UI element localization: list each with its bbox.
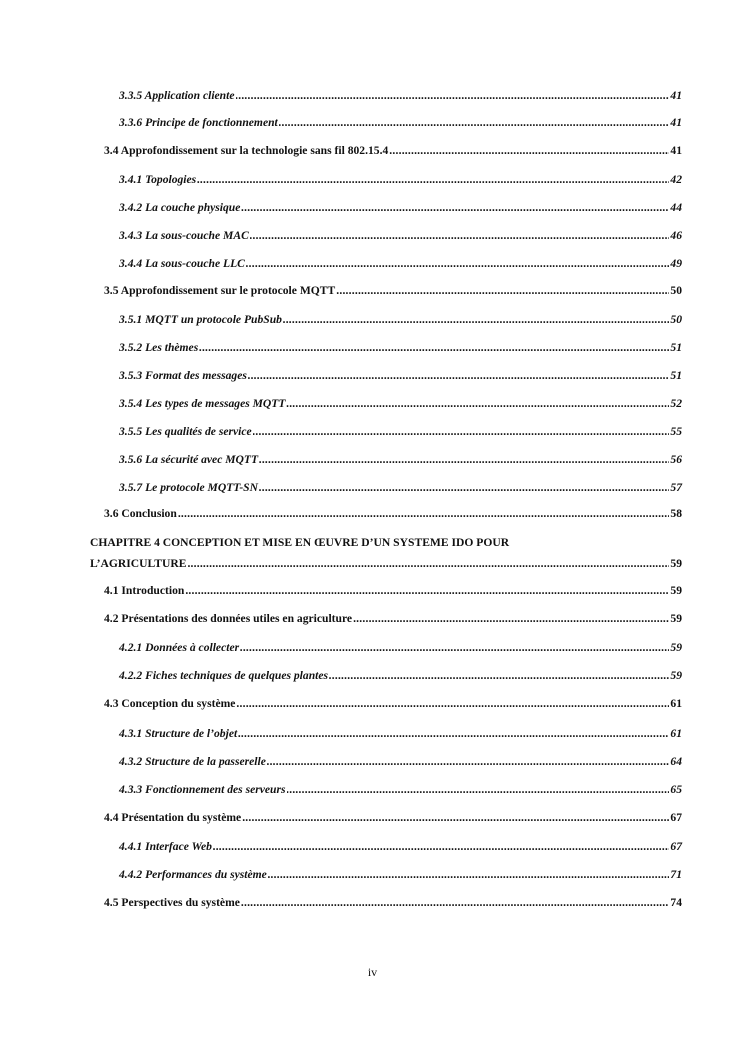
toc-entry-title: 3.3.5 Application cliente [119,89,235,102]
dot-leader [279,115,670,131]
toc-entry-page-number: 41 [670,116,682,129]
toc-subsection-entry[interactable] [119,726,682,742]
toc-entry-title: 3.4.3 La sous-couche MAC [119,229,249,242]
toc-entry-page-number: 50 [670,313,682,326]
toc-subsection-entry[interactable] [119,115,682,131]
toc-entry-page-number: 59 [670,612,682,625]
toc-subsection-entry[interactable] [119,396,682,412]
toc-subsection-entry[interactable] [119,668,682,684]
toc-entry-title: 3.4.4 La sous-couche LLC [119,257,245,270]
toc-entry-page-number: 42 [670,173,682,186]
toc-entry-page-number: 59 [670,584,682,597]
dot-leader [178,506,670,522]
toc-subsection-entry[interactable] [119,424,682,440]
toc-entry-page-number: 50 [670,284,682,297]
toc-section-entry[interactable] [104,895,682,911]
toc-subsection-entry[interactable] [119,754,682,770]
dot-leader [268,867,670,883]
toc-subsection-entry[interactable] [119,256,682,272]
dot-leader [197,172,669,188]
toc-subsection-entry[interactable] [119,452,682,468]
dot-leader [246,256,669,272]
toc-subsection-entry[interactable] [119,640,682,656]
dot-leader [286,396,669,412]
toc-entry-title: 4.5 Perspectives du système [104,896,240,909]
toc-entry-title: 3.5.1 MQTT un protocole PubSub [119,313,282,326]
toc-entry-page-number: 67 [670,811,682,824]
toc-entry-page-number: 55 [670,425,682,438]
dot-leader [241,200,669,216]
toc-entry-page-number: 59 [670,641,682,654]
toc-section-entry[interactable] [104,583,682,599]
toc-subsection-entry[interactable] [119,200,682,216]
toc-entry-page-number: 58 [670,507,682,520]
toc-entry-title: 4.4.1 Interface Web [119,840,212,853]
dot-leader [353,611,669,627]
toc-entry-page-number: 65 [670,783,682,796]
toc-subsection-entry[interactable] [119,839,682,855]
toc-section-entry[interactable] [104,810,682,826]
toc-entry-title: 4.2.2 Fiches techniques de quelques plantes [119,669,329,682]
toc-chapter-entry[interactable] [90,556,682,572]
dot-leader [248,368,670,384]
toc-section-entry[interactable] [104,696,682,712]
dot-leader [213,839,669,855]
toc-entry-page-number: 57 [670,481,682,494]
toc-entry-page-number: 59 [670,557,682,570]
toc-entry-title: L’AGRICULTURE [90,557,187,570]
toc-entry-title: 4.4.2 Performances du système [119,868,267,881]
dot-leader [242,810,669,826]
dot-leader [253,424,670,440]
toc-subsection-entry[interactable] [119,368,682,384]
toc-subsection-entry[interactable] [119,88,682,104]
dot-leader [241,895,670,911]
toc-subsection-entry[interactable] [119,172,682,188]
toc-entry-title: 4.4 Présentation du système [104,811,242,824]
toc-entry-page-number: 52 [670,397,682,410]
toc-entry-page-number: 46 [670,229,682,242]
toc-subsection-entry[interactable] [119,867,682,883]
toc-subsection-entry[interactable] [119,782,682,798]
dot-leader [329,668,669,684]
toc-entry-title: 3.5.5 Les qualités de service [119,425,252,438]
dot-leader [267,754,670,770]
toc-entry-page-number: 64 [670,755,682,768]
dot-leader [259,480,669,496]
toc-section-entry[interactable] [104,143,682,159]
dot-leader [236,88,670,104]
dot-leader [283,312,669,328]
dot-leader [259,452,669,468]
toc-entry-page-number: 61 [670,727,682,740]
toc-subsection-entry[interactable] [119,312,682,328]
dot-leader [240,640,669,656]
dot-leader [185,583,669,599]
toc-entry-page-number: 51 [670,341,682,354]
toc-entry-title: 3.4 Approfondissement sur la technologie sans fil 802.15.4 [104,144,389,157]
toc-entry-page-number: 41 [670,89,682,102]
chapter-heading-line: CHAPITRE 4 CONCEPTION ET MISE EN ŒUVRE D’UN SYSTEME IDO POUR [90,536,510,549]
toc-entry-title: 3.5.4 Les types de messages MQTT [119,397,286,410]
dot-leader [199,340,669,356]
dot-leader [336,283,669,299]
toc-entry-title: 3.6 Conclusion [104,507,177,520]
dot-leader [287,782,670,798]
toc-entry-title: 3.5.7 Le protocole MQTT-SN [119,481,259,494]
toc-entry-title: 3.5.6 La sécurité avec MQTT [119,453,259,466]
page-number: iv [367,965,378,979]
toc-entry-page-number: 41 [670,144,682,157]
toc-entry-page-number: 71 [670,868,682,881]
dot-leader [389,143,669,159]
toc-entry-page-number: 44 [670,201,682,214]
toc-entry-title: 4.3.3 Fonctionnement des serveurs [119,783,286,796]
toc-subsection-entry[interactable] [119,340,682,356]
toc-entry-title: 4.3 Conception du système [104,697,236,710]
toc-entry-title: 4.2 Présentations des données utiles en agriculture [104,612,353,625]
toc-entry-title: 3.5.2 Les thèmes [119,341,199,354]
toc-subsection-entry[interactable] [119,480,682,496]
toc-entry-title: 3.5.3 Format des messages [119,369,247,382]
toc-subsection-entry[interactable] [119,228,682,244]
toc-entry-page-number: 56 [670,453,682,466]
dot-leader [236,696,669,712]
toc-entry-title: 4.1 Introduction [104,584,185,597]
toc-section-entry[interactable] [104,283,682,299]
dot-leader [250,228,670,244]
toc-entry-page-number: 49 [670,257,682,270]
dot-leader [187,556,669,572]
toc-section-entry[interactable] [104,506,682,522]
toc-entry-page-number: 59 [670,669,682,682]
toc-section-entry[interactable] [104,611,682,627]
toc-entry-page-number: 74 [670,896,682,909]
toc-entry-title: 3.5 Approfondissement sur le protocole MQTT [104,284,336,297]
toc-entry-page-number: 51 [670,369,682,382]
toc-entry-page-number: 67 [670,840,682,853]
toc-entry-title: 3.4.1 Topologies [119,173,197,186]
toc-entry-title: 4.3.2 Structure de la passerelle [119,755,266,768]
dot-leader [238,726,669,742]
toc-entry-page-number: 61 [670,697,682,710]
toc-entry-title: 3.4.2 La couche physique [119,201,241,214]
toc-entry-title: 4.2.1 Données à collecter [119,641,240,654]
toc-entry-title: 4.3.1 Structure de l’objet [119,727,238,740]
toc-entry-title: 3.3.6 Principe de fonctionnement [119,116,278,129]
